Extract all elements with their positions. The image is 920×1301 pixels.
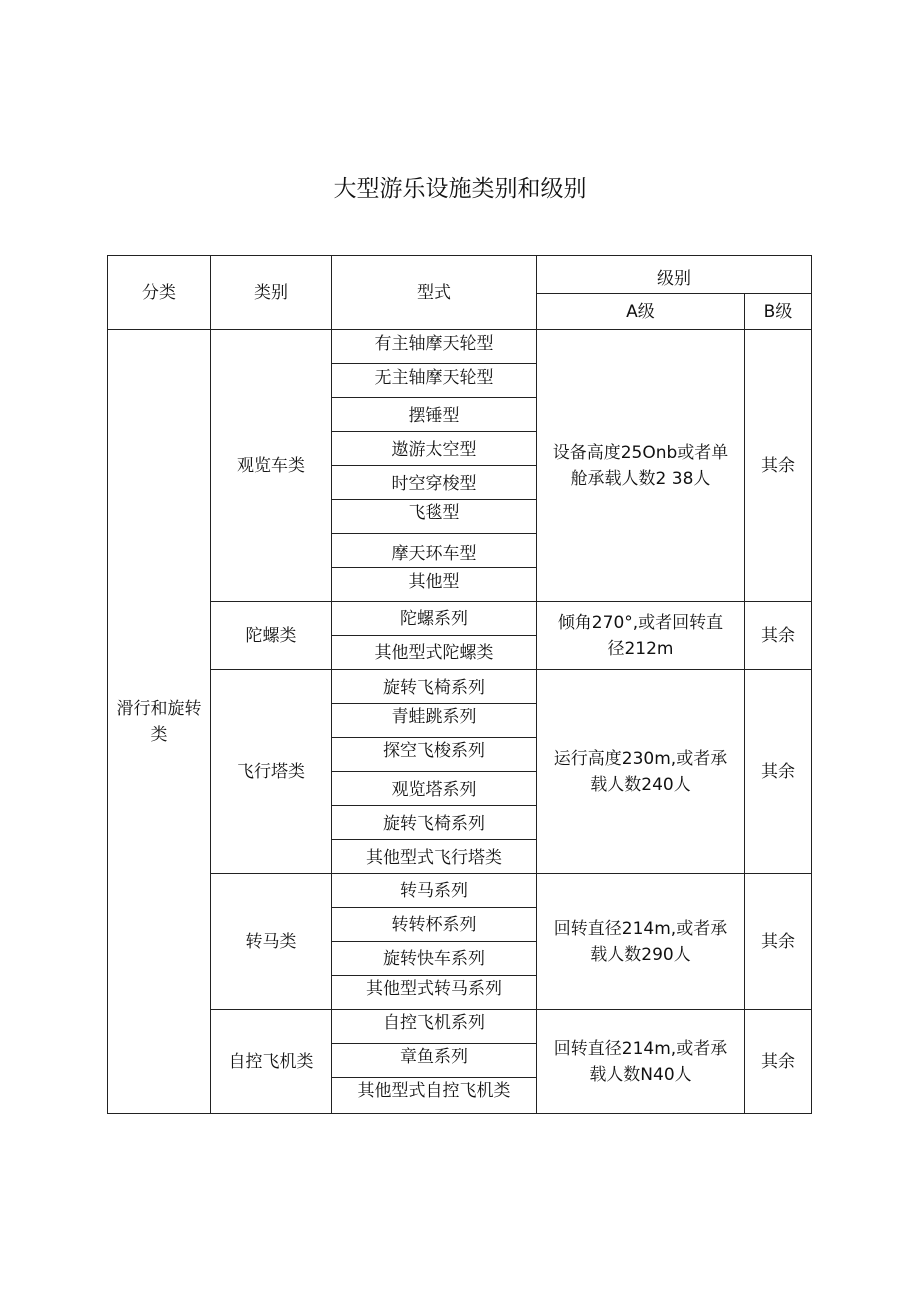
model-cell: 陀螺系列 [400,609,468,629]
model-cell: 旋转飞椅系列 [383,814,485,834]
row-divider [331,431,536,432]
header-type: 类别 [254,282,288,303]
header-model: 型式 [417,282,451,303]
row-divider [331,635,536,636]
row-divider [331,839,536,840]
row-divider [331,907,536,908]
type-cell: 陀螺类 [245,625,297,646]
level-a-cell: 回转直径214m,或者承载人数290人 [553,918,728,965]
level-b-cell: 其余 [761,1051,795,1072]
table-border-bottom [107,1113,812,1114]
level-a-cell: 运行高度230m,或者承载人数240人 [553,748,728,795]
model-cell: 飞毯型 [408,503,460,523]
model-cell: 摆锤型 [408,406,460,426]
level-b-cell: 其余 [761,625,795,646]
level-b-cell: 其余 [761,931,795,952]
header-level-b: B级 [763,301,793,322]
model-cell: 其他型式陀螺类 [374,643,494,663]
model-cell: 其他型式飞行塔类 [366,848,502,868]
model-cell: 旋转飞椅系列 [383,678,485,698]
type-cell: 飞行塔类 [237,761,305,782]
header-level-a: A级 [626,301,655,322]
model-cell: 探空飞梭系列 [383,741,485,761]
model-cell: 无主轴摩天轮型 [374,368,494,388]
model-cell: 有主轴摩天轮型 [374,334,494,354]
type-cell: 自控飞机类 [228,1051,314,1072]
model-cell: 旋转快车系列 [383,949,485,969]
model-cell: 转马系列 [400,881,468,901]
level-b-cell: 其余 [761,761,795,782]
model-cell: 时空穿梭型 [391,474,477,494]
level-a-cell: 倾角270°,或者回转直径212m [557,612,724,659]
header-category: 分类 [142,282,176,303]
model-cell: 其他型 [408,572,460,592]
row-divider [331,941,536,942]
row-divider [331,533,536,534]
row-divider [331,805,536,806]
header-level: 级别 [657,268,691,289]
model-cell: 自控飞机系列 [383,1013,485,1033]
model-cell: 其他型式转马系列 [366,979,502,999]
model-cell: 转转杯系列 [391,915,477,935]
model-cell: 青蛙跳系列 [391,707,477,727]
level-a-cell: 设备高度25Onb或者单舱承载人数2 38人 [552,442,729,489]
table-border-right [811,255,812,1114]
row-divider [331,465,536,466]
category-cell: 滑行和旋转类 [116,698,202,745]
model-cell: 摩天环车型 [391,544,477,564]
model-cell: 其他型式自控飞机类 [357,1081,511,1101]
row-divider [331,397,536,398]
row-divider [331,771,536,772]
level-a-cell: 回转直径214m,或者承载人数N40人 [553,1038,728,1085]
type-cell: 转马类 [245,931,297,952]
page-title: 大型游乐设施类别和级别 [333,176,587,202]
level-b-cell: 其余 [761,455,795,476]
type-cell: 观览车类 [237,455,305,476]
model-cell: 观览塔系列 [391,780,477,800]
model-cell: 遨游太空型 [391,440,477,460]
model-cell: 章鱼系列 [400,1047,468,1067]
